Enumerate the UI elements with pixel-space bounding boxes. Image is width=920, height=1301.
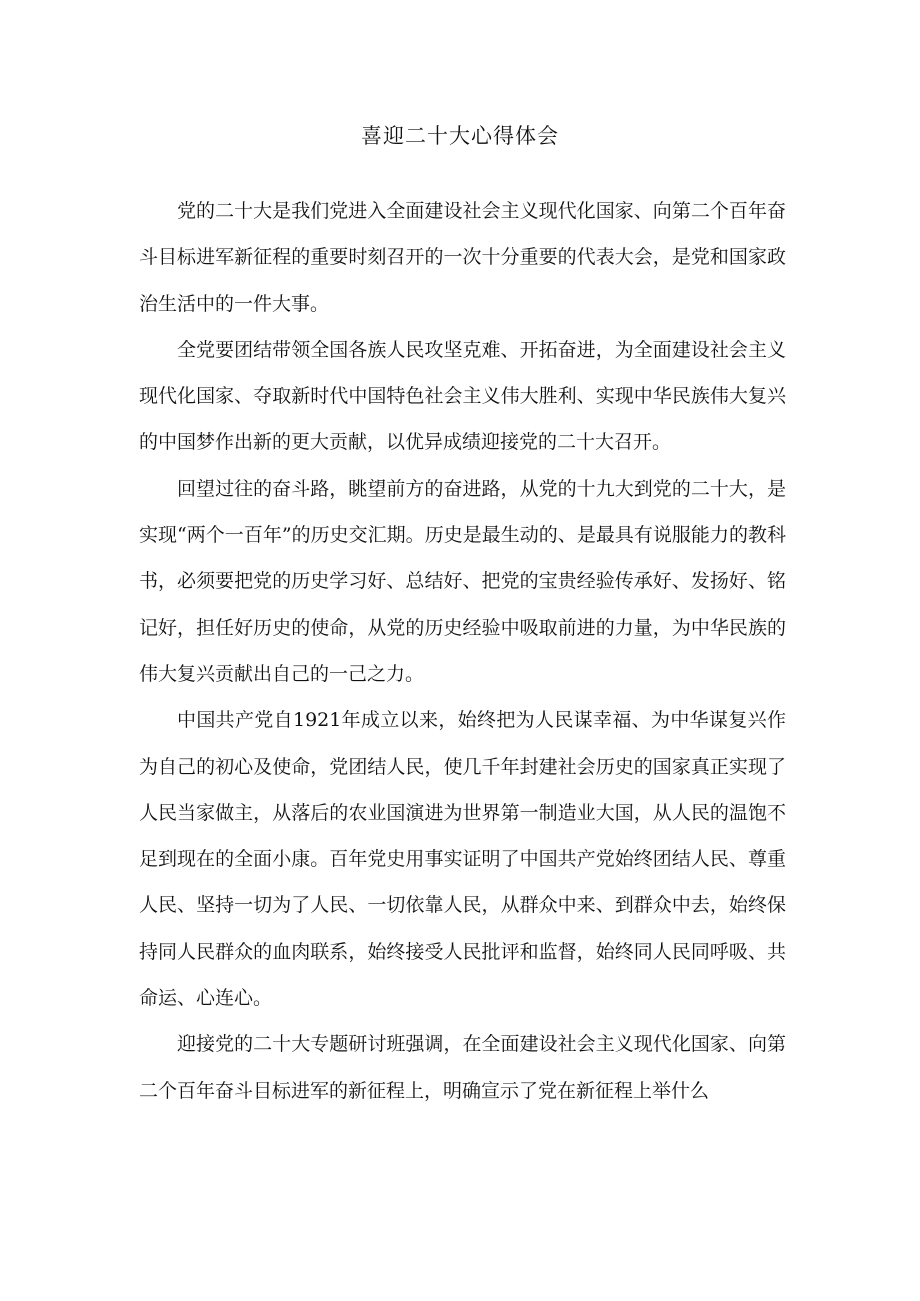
paragraph-1: 党的二十大是我们党进入全面建设社会主义现代化国家、向第二个百年奋斗目标进军新征程的重要时刻召开的一次十分重要的代表大会，是党和国家政治生活中的一件大事。: [139, 200, 786, 315]
paragraph-5: 迎接党的二十大专题研讨班强调，在全面建设社会主义现代化国家、向第二个百年奋斗目标进军的新征程上，明确宣示了党在新征程上举什么: [139, 1033, 786, 1102]
document-title: 喜迎二十大心得体会: [361, 124, 559, 148]
paragraph-3: 回望过往的奋斗路，眺望前方的奋进路，从党的十九大到党的二十大，是实现“两个一百年”的历史交汇期。历史是最生动的、是最具有说服能力的教科书，必须要把党的历史学习好、总结好、把党的宝贵经验传承好、发扬好、铭记好，担任好历史的使命，从党的历史经验中吸取前进的力量，为中华民族的伟大复兴贡献出自己的一己之力。: [139, 477, 786, 685]
paragraph-2: 全党要团结带领全国各族人民攻坚克难、开拓奋进，为全面建设社会主义现代化国家、夺取新时代中国特色社会主义伟大胜利、实现中华民族伟大复兴的中国梦作出新的更大贡献，以优异成绩迎接党的二十大召开。: [139, 338, 786, 454]
paragraph-4: 中国共产党自1921年成立以来，始终把为人民谋幸福、为中华谋复兴作为自己的初心及使命，党团结人民，使几千年封建社会历史的国家真正实现了人民当家做主，从落后的农业国演进为世界第一制造业大国，从人民的温饱不足到现在的全面小康。百年党史用事实证明了中国共产党始终团结人民、尊重人民、坚持一切为了人民、一切依靠人民，从群众中来、到群众中去，始终保持同人民群众的血肉联系，始终接受人民批评和监督，始终同人民同呼吸、共命运、心连心。: [139, 709, 786, 1010]
document-body: [139, 188, 786, 1114]
